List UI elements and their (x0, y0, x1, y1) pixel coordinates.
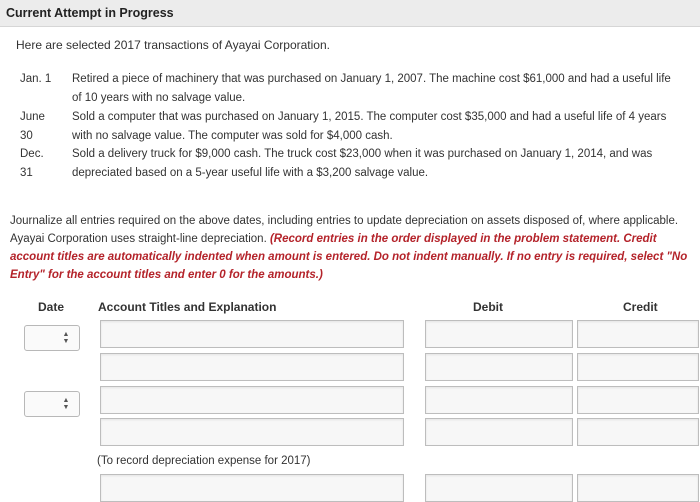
attempt-status-title: Current Attempt in Progress (6, 6, 174, 20)
account-title-input[interactable] (100, 474, 404, 502)
debit-input[interactable] (425, 386, 573, 414)
debit-input[interactable] (425, 474, 573, 502)
account-title-input[interactable] (100, 353, 404, 381)
entry-explanation: (To record depreciation expense for 2017) (97, 455, 311, 467)
column-header-account: Account Titles and Explanation (98, 300, 277, 314)
transaction-date: June 30 (20, 111, 45, 142)
transaction-description: Sold a computer that was purchased on January 1, 2015. The computer cost $35,000 and had a useful life of 4 years with no salvage value. The computer was sold for $4,000 cash. (72, 111, 667, 142)
transaction-date: Jan. 1 (20, 73, 52, 85)
intro-text: Here are selected 2017 transactions of Ayayai Corporation. (16, 38, 330, 52)
account-title-input[interactable] (100, 386, 404, 414)
date-select[interactable] (24, 391, 80, 417)
transaction-description: Sold a delivery truck for $9,000 cash. The truck cost $23,000 when it was purchased on January 1, 2014, and was depreciated based on a 5-year useful life with a $3,200 salvage value. (72, 148, 653, 179)
transaction-date: Dec. 31 (20, 148, 44, 179)
transaction-description: Retired a piece of machinery that was purchased on January 1, 2007. The machine cost $61,000 and had a useful life of 10 years with no salvage value. (72, 73, 671, 104)
column-header-debit: Debit (473, 300, 503, 314)
credit-input[interactable] (577, 474, 699, 502)
column-header-date: Date (38, 300, 65, 314)
credit-input[interactable] (577, 386, 699, 414)
account-title-input[interactable] (100, 320, 404, 348)
instructions (10, 212, 690, 284)
debit-input[interactable] (425, 418, 573, 446)
select-arrows-icon: ▲ ▼ (62, 397, 70, 411)
top-bar (0, 0, 700, 27)
instructions-text: Journalize all entries required on the above dates, including entries to update depreciation on assets disposed of, where applicable. Ayayai Corporation uses straight-line depreciation. (10, 215, 679, 245)
debit-input[interactable] (425, 320, 573, 348)
date-select[interactable] (24, 325, 80, 351)
instructions-emphasis: (Record entries in the order displayed in the problem statement. Credit account titles are automatically indented when amount is entered. Do not indent manually. If no entry is required, select "No Entry" for the account titles and enter 0 for the amounts.) (10, 233, 688, 281)
select-arrows-icon: ▲ ▼ (62, 331, 70, 345)
credit-input[interactable] (577, 418, 699, 446)
credit-input[interactable] (577, 353, 699, 381)
column-header-credit: Credit (623, 300, 658, 314)
debit-input[interactable] (425, 353, 573, 381)
account-title-input[interactable] (100, 418, 404, 446)
credit-input[interactable] (577, 320, 699, 348)
